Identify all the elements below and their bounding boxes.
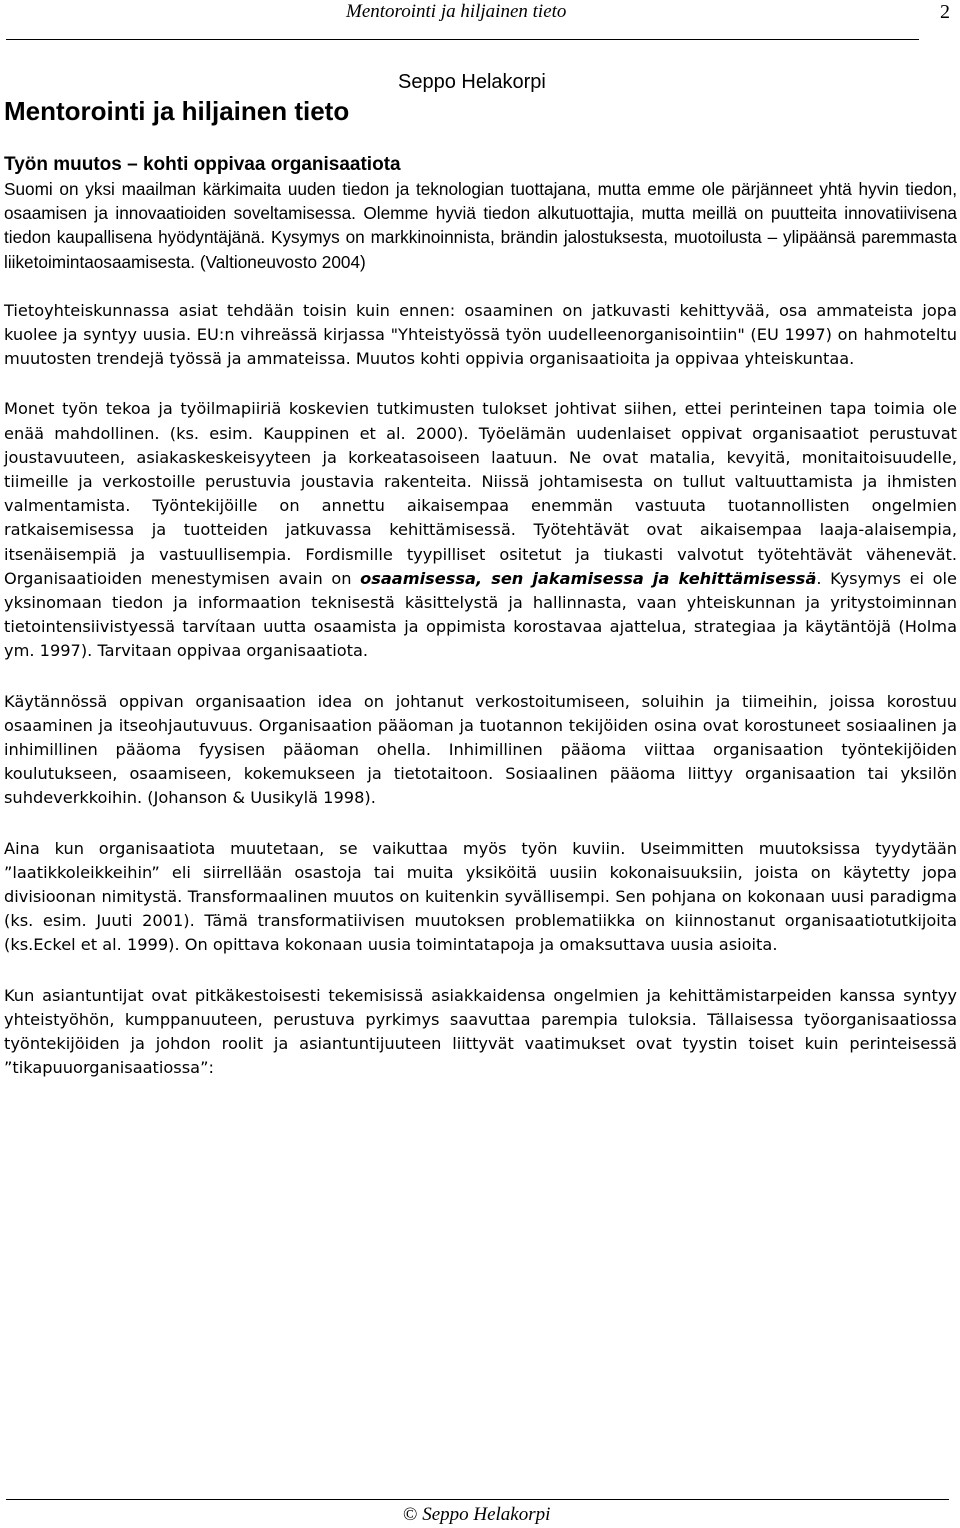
section-heading: Työn muutos – kohti oppivaa organisaatiota — [4, 154, 401, 175]
intro-paragraph: Suomi on yksi maailman kärkimaita uuden tiedon ja teknologian tuottajana, mutta emme ole pärjänneet yhtä hyvin tiedon, osaamisen ja innovaatioiden soveltamisessa. Olemme hyviä tiedon alkutuottajia, mutta meillä on puutteita innovatiivisena tiedon kaupallisena hyödyntäjänä. Kysymys on markkinoinnista, brändin jalostuksesta, muotoilusta – ylipäänsä paremmasta liiketoimintaosaamisesta. (Valtioneuvosto 2004) — [4, 179, 957, 272]
paragraph-2-emphasis: osaamisessa, sen jakamisessa ja kehittämisessä — [360, 568, 817, 588]
page-footer — [403, 1503, 550, 1527]
paragraph-4: Aina kun organisaatiota muutetaan, se vaikuttaa myös työn kuviin. Useimmitten muutoksissa tyydytään ”laatikkoleikkeihin” eli siirrellään osastoja tai muita yksiköitä uusiin kokonaisuuksiin, joista on käytetty jopa divisioonan nimitystä. Transformaalinen muutos on kuitenkin syvällisempi. Sen pohjana on kokonaan uusi paradigma (ks. esim. Juuti 2001). Tämä transformatiivisen muutoksen problematiikka on kiinnostanut organisaatiotutkijoita (ks.Eckel et al. 1999). On opittava kokonaan uusia toimintatapoja ja omaksuttava uusia asioita. — [4, 838, 957, 955]
footer-author: Seppo Helakorpi — [422, 1504, 551, 1525]
author-name: Seppo Helakorpi — [398, 71, 546, 93]
running-header — [0, 0, 960, 42]
paragraph-2 — [4, 397, 957, 663]
body-text — [4, 153, 957, 1107]
running-title: Mentorointi ja hiljainen tieto — [346, 1, 567, 22]
paragraph-5: Kun asiantuntijat ovat pitkäkestoisesti tekemisissä asiakkaidensa ongelmien ja kehittämistarpeiden kanssa syntyy yhteistyöhön, kumppanuuteen, perustuva pyrkimys saavuttaa parempia tuloksia. Tällaisessa työorganisaatiossa työntekijöiden ja johdon roolit ja asiantuntijuuteen liittyvät vaatimukset ovat tyystin toiset kuin perinteisessä ”tikapuuorganisaatiossa”: — [4, 985, 957, 1078]
page-number: 2 — [940, 1, 950, 23]
footer-rule — [6, 1499, 949, 1500]
header-rule — [6, 39, 919, 40]
paragraph-2-text-end: . Kysymys ei ole yksinomaan tiedon ja informaation teknisestä käsittelystä ja hallinnasta, vaan yhteiskunnan ja yritystoiminnan tietointensiivistyessä tarvítaan uutta osaamista ja oppimista korostavaa ajattelua, strategiaa ja käytäntöjä (Holma ym. 1997). Tarvitaan oppivaa organisaatiota. — [4, 568, 957, 661]
paragraph-2-text-start: Monet työn tekoa ja työilmapiiriä koskevien tutkimusten tulokset johtivat siihen, ettei perinteinen tapa toimia ole enää mahdollinen. (ks. esim. Kauppinen et al. 2000). Työelämän uudenlaiset oppivat organisaatiot perustuvat joustavuuteen, asiakaskeskeisyyteen ja korkeatasoiseen laatuun. Ne ovat matalia, kevyitä, monitaitoisuudelle, tiimeille ja verkostoille perustuvia joustavia rakenteita. Niissä johtamisesta on tullut valtuuttamista ja ihmisten valmentamista. Työntekijöille on annettu aikaisempaa enemmän vastuuta tuotannollisten ongelmien ratkaisemisessa ja tuotteiden jatkuvassa kehittämisessä. Työtehtävät ovat aikaisempaa laaja-alaisempia, itsenäisempiä ja vastuullisempia. Fordismille tyypilliset ositetut ja tiukasti valvotut työtehtävät vähenevät. Organisaatioiden menestymisen avain on — [4, 399, 957, 588]
paragraph-3: Käytännössä oppivan organisaation idea on johtanut verkostoitumiseen, soluihin ja tiimeihin, joissa korostuu osaaminen ja itseohjautuvuus. Organisaation pääoman ja tuotannon tekijöiden osina ovat korostuneet sosiaalinen ja inhimillinen pääoma fyysisen pääoman ohella. Inhimillinen pääoma viittaa organisaation työntekijöiden koulutukseen, osaamiseen, kokemukseen ja tietotaitoon. Sosiaalinen pääoma liittyy organisaation tai yksilön suhdeverkkoihin. (Johanson & Uusikylä 1998). — [4, 691, 957, 808]
document-title: Mentorointi ja hiljainen tieto — [4, 96, 350, 126]
paragraph-1: Tietoyhteiskunnassa asiat tehdään toisin kuin ennen: osaaminen on jatkuvasti kehittyvää, osa ammateista jopa kuolee ja syntyy uusia. EU:n vihreässä kirjassa "Yhteistyössä työn uudelleenorganisointiin" (EU 1997) on hahmoteltu muutosten trendejä työssä ja ammateissa. Muutos kohti oppivia organisaatioita ja oppivaa yhteiskuntaa. — [4, 300, 957, 369]
copyright-icon: © — [403, 1504, 418, 1525]
